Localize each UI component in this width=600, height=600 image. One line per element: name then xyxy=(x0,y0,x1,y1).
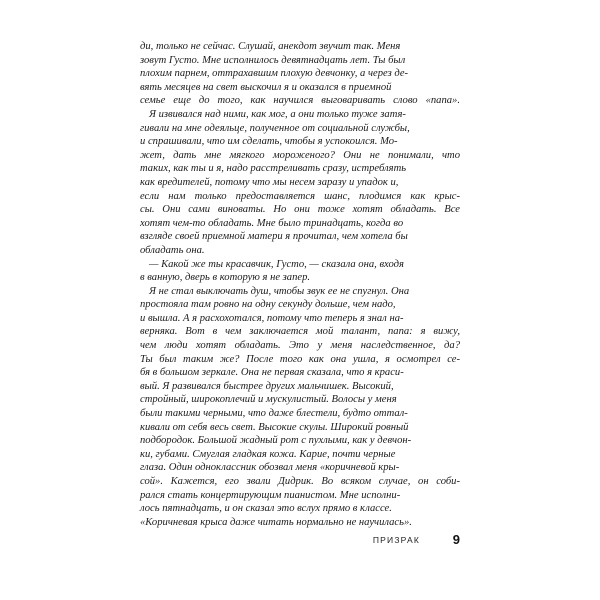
text-line: вый. Я развивался быстрее других мальчишек. Высокий, xyxy=(140,380,394,392)
text-line: лось пятнадцать, и он сказал это вслух прямо в классе. xyxy=(140,503,392,515)
text-line: хотят чем-то обладать. Мне было тринадцать, когда во xyxy=(140,217,404,229)
text-line: «Коричневая крыса даже читать нормально не научилась». xyxy=(140,516,412,528)
body-text xyxy=(140,40,460,529)
text-line: в ванную, дверь в которую я не запер. xyxy=(140,272,311,284)
text-line: верняка. Вот в чем заключается мой талант, папа: я вижу, xyxy=(140,326,460,338)
text-line: как вредителей, потому что мы несем заразу и упадок и, xyxy=(140,176,399,188)
text-line: ки, губами. Смуглая гладкая кожа. Карие, почти черные xyxy=(140,448,396,460)
text-line: обладать она. xyxy=(140,244,205,256)
text-line: плохим парнем, оттрахавшим плохую девчонку, а через де- xyxy=(140,68,409,80)
text-line: семье еще до того, как научился выговаривать слово «папа». xyxy=(140,95,460,107)
text-line: — Какой же ты красавчик, Густо, — сказала она, входя xyxy=(149,258,404,270)
text-line: были такими черными, что даже блестели, будто оттал- xyxy=(140,408,408,420)
text-line: глаза. Один одноклассник обозвал меня «коричневой кры- xyxy=(140,462,400,474)
text-line: бя в большом зеркале. Она не первая сказала, что я краси- xyxy=(140,367,404,379)
text-line: таких, как ты и я, надо расстреливать сразу, истреблять xyxy=(140,163,407,175)
text-line: Я извивался над ними, как мог, а они только туже затя- xyxy=(149,108,406,120)
page-number: 9 xyxy=(452,532,460,547)
text-line: вять месяцев на свет выскочил я и оказался в приемной xyxy=(140,81,392,93)
text-line: сой». Кажется, его звали Дидрик. Во всяком случае, он соби- xyxy=(140,476,460,487)
text-line: чем люди хотят обладать. Это у меня наследственное, да? xyxy=(140,340,460,352)
text-line: рался стать концертирующим пианистом. Мне исполни- xyxy=(140,489,401,501)
running-title: ПРИЗРАК xyxy=(372,535,420,545)
text-line: взгляде своей приемной матери я прочитал, чем хотела бы xyxy=(140,231,408,243)
text-line: стройный, широкоплечий и мускулистый. Волосы у меня xyxy=(140,394,397,406)
text-line: ди, только не сейчас. Слушай, анекдот звучит так. Меня xyxy=(140,41,401,52)
page-footer xyxy=(140,532,460,548)
text-line: сы. Они сами виноваты. Но они тоже хотят обладать. Все xyxy=(140,204,460,216)
text-line: Ты был таким же? После того как она ушла, я осмотрел се- xyxy=(140,353,460,365)
text-line: и вышла. А я расхохотался, потому что теперь я знал на- xyxy=(140,312,404,324)
text-line: простояла там ровно на одну секунду дольше, чем надо, xyxy=(140,299,396,311)
text-line: подбородок. Большой жадный рот с пухлыми, как у девчон- xyxy=(140,435,412,447)
text-line: гивали на мне одеяльце, полученное от социальной службы, xyxy=(140,122,410,134)
text-line: жет, дать мне мягкого мороженого? Они не понимали, что xyxy=(140,149,460,161)
text-line: если нам только предоставляется шанс, плодимся как крыс- xyxy=(140,190,460,202)
text-line: зовут Густо. Мне исполнилось девятнадцать лет. Ты был xyxy=(140,54,406,66)
text-line: и спрашивали, что им сделать, чтобы я успокоился. Мо- xyxy=(140,136,398,148)
text-line: кивали от себя весь свет. Высокие скулы. Широкий ровный xyxy=(140,421,409,433)
text-line: Я не стал выключать душ, чтобы звук ее не спугнул. Она xyxy=(149,285,410,297)
